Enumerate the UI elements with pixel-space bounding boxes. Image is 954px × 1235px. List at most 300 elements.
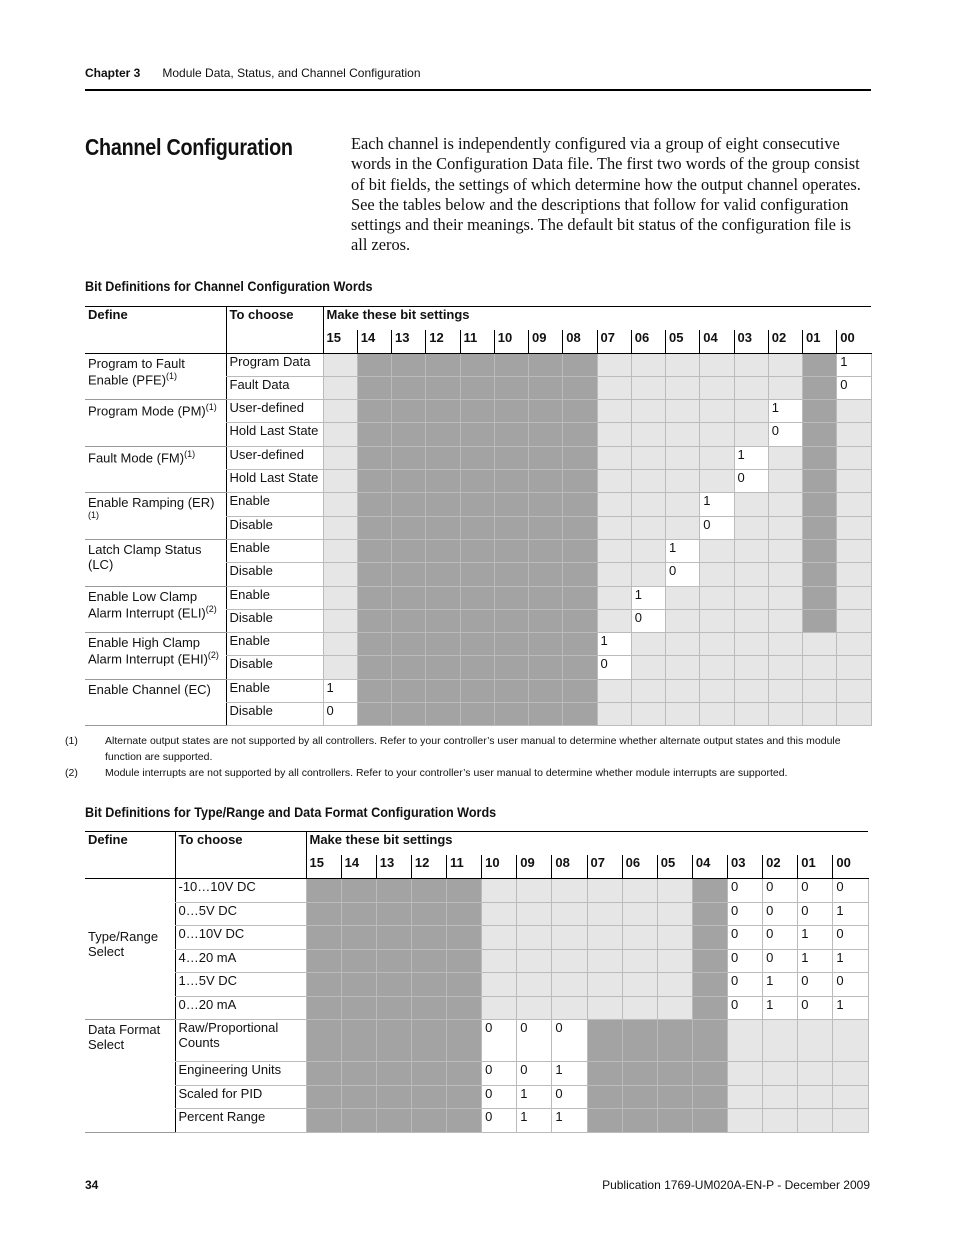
- bit-cell: 1: [798, 926, 833, 950]
- column-header-bits: Make these bit settings: [306, 832, 868, 856]
- table-row: [85, 493, 871, 516]
- bit-cell: [833, 1085, 868, 1109]
- bit-cell: [700, 703, 734, 726]
- bit-header: 12: [426, 330, 460, 353]
- define-cell: [85, 679, 226, 726]
- bit-cell: [411, 996, 446, 1020]
- bit-cell: [552, 879, 587, 903]
- bit-header: 04: [700, 330, 734, 353]
- bit-cell: [376, 973, 411, 997]
- bit-cell: [622, 902, 657, 926]
- bit-cell: [392, 563, 426, 586]
- bit-cell: [357, 423, 391, 446]
- bit-header: 12: [411, 855, 446, 879]
- bit-cell: [763, 1020, 798, 1062]
- bit-cell: [597, 376, 631, 399]
- bit-cell: [494, 656, 528, 679]
- bit-cell: [529, 633, 563, 656]
- bit-cell: [494, 703, 528, 726]
- bit-cell: 0: [482, 1085, 517, 1109]
- table-row: [85, 1020, 868, 1062]
- bit-cell: [666, 633, 700, 656]
- bit-cell: [494, 376, 528, 399]
- bit-cell: [426, 633, 460, 656]
- bit-header: 08: [563, 330, 597, 353]
- bit-cell: [411, 1020, 446, 1062]
- bit-cell: [357, 539, 391, 562]
- bit-cell: [392, 516, 426, 539]
- bit-cell: [803, 679, 837, 702]
- bit-cell: [597, 446, 631, 469]
- bit-cell: [803, 446, 837, 469]
- bit-cell: [833, 1062, 868, 1086]
- bit-cell: [376, 1062, 411, 1086]
- bit-cell: [803, 493, 837, 516]
- bit-cell: [734, 609, 768, 632]
- bit-cell: [460, 353, 494, 376]
- bit-header: 04: [692, 855, 727, 879]
- bit-cell: 0: [798, 973, 833, 997]
- bit-cell: [323, 586, 357, 609]
- bit-cell: [803, 656, 837, 679]
- bit-cell: [666, 679, 700, 702]
- bit-cell: [392, 423, 426, 446]
- bit-header: 01: [803, 330, 837, 353]
- table-row: [85, 446, 871, 469]
- bit-cell: [392, 539, 426, 562]
- bit-cell: [728, 1085, 763, 1109]
- bit-cell: 0: [482, 1109, 517, 1133]
- bit-cell: [494, 633, 528, 656]
- bit-cell: 0: [833, 973, 868, 997]
- footnote-ref: (2): [207, 650, 219, 661]
- bit-cell: 0: [482, 1020, 517, 1062]
- bit-cell: [306, 902, 341, 926]
- bit-cell: [482, 949, 517, 973]
- bit-cell: 0: [728, 926, 763, 950]
- bit-cell: 1: [323, 679, 357, 702]
- bit-cell: [460, 539, 494, 562]
- bit-cell: [803, 703, 837, 726]
- bit-cell: [597, 679, 631, 702]
- define-label: Program Mode (PM): [88, 403, 206, 419]
- bit-cell: [734, 586, 768, 609]
- bit-cell: [692, 996, 727, 1020]
- bit-cell: [460, 586, 494, 609]
- bit-cell: 1: [700, 493, 734, 516]
- bit-cell: [494, 563, 528, 586]
- bit-cell: 0: [763, 902, 798, 926]
- bit-cell: [447, 902, 482, 926]
- bit-cell: [597, 539, 631, 562]
- bit-cell: [666, 353, 700, 376]
- bit-cell: [529, 423, 563, 446]
- bit-cell: [631, 400, 665, 423]
- bit-cell: 0: [323, 703, 357, 726]
- bit-header: 14: [357, 330, 391, 353]
- choose-cell: 0…5V DC: [175, 902, 306, 926]
- bit-cell: [837, 446, 871, 469]
- define-cell: [85, 633, 226, 680]
- bit-cell: 1: [837, 353, 871, 376]
- bit-cell: [392, 656, 426, 679]
- bit-cell: [803, 516, 837, 539]
- bit-cell: [323, 446, 357, 469]
- choose-cell: Engineering Units: [175, 1062, 306, 1086]
- bit-cell: [734, 516, 768, 539]
- define-label: Type/Range Select: [88, 929, 159, 959]
- bit-cell: [392, 586, 426, 609]
- bit-cell: [392, 446, 426, 469]
- bit-cell: 0: [734, 470, 768, 493]
- bit-cell: [763, 1109, 798, 1133]
- bit-cell: [529, 656, 563, 679]
- bit-cell: [700, 423, 734, 446]
- page-number: 34: [85, 1178, 99, 1192]
- bit-cell: [587, 879, 622, 903]
- bit-cell: [357, 400, 391, 423]
- bit-cell: [798, 1085, 833, 1109]
- choose-cell: Disable: [226, 656, 323, 679]
- bit-cell: [666, 703, 700, 726]
- bit-cell: [552, 996, 587, 1020]
- bit-cell: 1: [517, 1085, 552, 1109]
- bit-cell: [426, 446, 460, 469]
- bit-cell: [460, 563, 494, 586]
- bit-cell: [494, 470, 528, 493]
- choose-cell: Hold Last State: [226, 423, 323, 446]
- bit-cell: [563, 656, 597, 679]
- bit-cell: [837, 656, 871, 679]
- bit-cell: [563, 563, 597, 586]
- bit-cell: [837, 539, 871, 562]
- bit-cell: [460, 400, 494, 423]
- bit-cell: [631, 493, 665, 516]
- bit-cell: [494, 446, 528, 469]
- bit-header: 05: [666, 330, 700, 353]
- bit-cell: [460, 376, 494, 399]
- bit-cell: [631, 703, 665, 726]
- bit-cell: 0: [552, 1020, 587, 1062]
- bit-cell: [460, 516, 494, 539]
- choose-cell: Program Data: [226, 353, 323, 376]
- bit-cell: [426, 516, 460, 539]
- table-row: [85, 879, 868, 903]
- bit-cell: [798, 1020, 833, 1062]
- bit-cell: [323, 563, 357, 586]
- bit-cell: [803, 423, 837, 446]
- bit-cell: [631, 679, 665, 702]
- bit-cell: [357, 563, 391, 586]
- define-label: Enable Ramping (ER): [88, 495, 215, 511]
- bit-cell: 1: [666, 539, 700, 562]
- bit-cell: [803, 400, 837, 423]
- bit-cell: [552, 973, 587, 997]
- bit-cell: [563, 516, 597, 539]
- bit-cell: [376, 1109, 411, 1133]
- bit-cell: [323, 353, 357, 376]
- bit-cell: [597, 703, 631, 726]
- bit-cell: [563, 586, 597, 609]
- bit-cell: [529, 609, 563, 632]
- table2-title: Bit Definitions for Type/Range and Data Format Configuration Words: [85, 804, 497, 820]
- bit-cell: [563, 633, 597, 656]
- table-row: [85, 539, 871, 562]
- bit-cell: [341, 926, 376, 950]
- bit-cell: 0: [798, 879, 833, 903]
- bit-cell: [803, 586, 837, 609]
- bit-cell: [597, 516, 631, 539]
- table-row: [85, 973, 868, 997]
- bit-header: 15: [306, 855, 341, 879]
- bit-cell: [837, 516, 871, 539]
- bit-cell: [529, 493, 563, 516]
- bit-cell: [529, 376, 563, 399]
- bit-cell: [700, 656, 734, 679]
- choose-cell: Disable: [226, 516, 323, 539]
- bit-cell: [563, 609, 597, 632]
- bit-cell: [666, 516, 700, 539]
- bit-cell: [529, 400, 563, 423]
- table-row: [85, 353, 871, 376]
- table-row: [85, 633, 871, 656]
- bit-cell: [392, 470, 426, 493]
- bit-cell: [341, 949, 376, 973]
- bit-cell: [597, 586, 631, 609]
- bit-cell: [447, 1085, 482, 1109]
- bit-cell: [803, 539, 837, 562]
- choose-cell: 1…5V DC: [175, 973, 306, 997]
- bit-cell: [357, 609, 391, 632]
- bit-cell: [447, 1109, 482, 1133]
- bit-cell: [411, 949, 446, 973]
- bit-cell: [622, 879, 657, 903]
- choose-cell: User-defined: [226, 446, 323, 469]
- bit-cell: [341, 973, 376, 997]
- bit-cell: [622, 1020, 657, 1062]
- bit-cell: [734, 376, 768, 399]
- bit-cell: [700, 609, 734, 632]
- bit-cell: [482, 996, 517, 1020]
- bit-cell: [376, 879, 411, 903]
- column-header-bits: Make these bit settings: [323, 307, 871, 330]
- bit-cell: [411, 1085, 446, 1109]
- bit-cell: [426, 470, 460, 493]
- bit-cell: [357, 586, 391, 609]
- bit-cell: [306, 1085, 341, 1109]
- bit-cell: [666, 656, 700, 679]
- bit-cell: [734, 539, 768, 562]
- define-cell: [85, 400, 226, 447]
- footnote: [65, 733, 871, 765]
- define-label: Data Format Select: [88, 1022, 161, 1052]
- bit-header: 09: [517, 855, 552, 879]
- bit-cell: [447, 973, 482, 997]
- bit-cell: [357, 516, 391, 539]
- bit-cell: 0: [763, 879, 798, 903]
- choose-cell: 4…20 mA: [175, 949, 306, 973]
- bit-cell: [426, 493, 460, 516]
- bit-cell: [447, 926, 482, 950]
- choose-cell: Enable: [226, 633, 323, 656]
- choose-cell: Disable: [226, 703, 323, 726]
- bit-cell: 0: [597, 656, 631, 679]
- column-header-choose: To choose: [175, 832, 306, 879]
- bit-cell: [631, 446, 665, 469]
- bit-cell: 1: [552, 1109, 587, 1133]
- bit-cell: [692, 879, 727, 903]
- bit-cell: [734, 679, 768, 702]
- bit-header: 13: [392, 330, 426, 353]
- bit-cell: [734, 656, 768, 679]
- bit-cell: [426, 539, 460, 562]
- channel-config-table: [85, 306, 872, 726]
- bit-cell: [341, 1020, 376, 1062]
- bit-cell: [517, 879, 552, 903]
- bit-cell: [700, 586, 734, 609]
- bit-cell: [552, 949, 587, 973]
- bit-header: 11: [460, 330, 494, 353]
- bit-cell: [587, 1020, 622, 1062]
- choose-cell: Raw/Proportional Counts: [175, 1020, 306, 1062]
- choose-cell: Fault Data: [226, 376, 323, 399]
- bit-cell: [622, 949, 657, 973]
- bit-cell: [357, 633, 391, 656]
- chapter-label: Chapter 3: [85, 66, 141, 80]
- define-label: Fault Mode (FM): [88, 450, 185, 466]
- bit-cell: [768, 376, 802, 399]
- bit-cell: [803, 609, 837, 632]
- bit-cell: [666, 376, 700, 399]
- bit-cell: [447, 879, 482, 903]
- bit-cell: [587, 1085, 622, 1109]
- bit-cell: [833, 1020, 868, 1062]
- define-cell: [85, 446, 226, 493]
- table-row: [85, 679, 871, 702]
- bit-cell: [376, 1020, 411, 1062]
- bit-cell: [392, 376, 426, 399]
- bit-cell: 0: [798, 902, 833, 926]
- footnote-ref: (1): [166, 370, 178, 381]
- bit-cell: [376, 1085, 411, 1109]
- bit-cell: [692, 973, 727, 997]
- bit-cell: [411, 1109, 446, 1133]
- bit-cell: [460, 679, 494, 702]
- bit-cell: [631, 376, 665, 399]
- bit-cell: [657, 1085, 692, 1109]
- bit-cell: [734, 493, 768, 516]
- choose-cell: Disable: [226, 609, 323, 632]
- bit-cell: 1: [798, 949, 833, 973]
- bit-cell: [798, 1109, 833, 1133]
- bit-header: 15: [323, 330, 357, 353]
- bit-header: 03: [734, 330, 768, 353]
- table-row: [85, 902, 868, 926]
- bit-cell: 1: [597, 633, 631, 656]
- bit-cell: [837, 470, 871, 493]
- bit-cell: [357, 679, 391, 702]
- bit-cell: [768, 493, 802, 516]
- bit-cell: [837, 563, 871, 586]
- bit-cell: [700, 400, 734, 423]
- bit-cell: [563, 423, 597, 446]
- bit-cell: [460, 633, 494, 656]
- bit-cell: [323, 423, 357, 446]
- bit-cell: [692, 1062, 727, 1086]
- bit-cell: 0: [728, 996, 763, 1020]
- bit-header: 09: [529, 330, 563, 353]
- define-label: Enable High Clamp Alarm Interrupt (EHI): [88, 635, 208, 667]
- bit-header: 00: [833, 855, 868, 879]
- bit-cell: [323, 470, 357, 493]
- bit-cell: [357, 470, 391, 493]
- bit-cell: [494, 679, 528, 702]
- bit-cell: [587, 926, 622, 950]
- bit-cell: 0: [552, 1085, 587, 1109]
- choose-cell: Enable: [226, 586, 323, 609]
- bit-cell: [426, 353, 460, 376]
- bit-cell: [376, 949, 411, 973]
- bit-cell: [447, 996, 482, 1020]
- bit-cell: 0: [768, 423, 802, 446]
- bit-cell: [700, 446, 734, 469]
- bit-cell: [563, 353, 597, 376]
- bit-cell: [411, 973, 446, 997]
- bit-cell: [306, 1109, 341, 1133]
- bit-cell: [341, 1062, 376, 1086]
- bit-cell: [768, 703, 802, 726]
- bit-header: 03: [728, 855, 763, 879]
- bit-cell: [392, 609, 426, 632]
- bit-cell: 0: [728, 902, 763, 926]
- bit-cell: [837, 609, 871, 632]
- bit-cell: [517, 996, 552, 1020]
- bit-cell: [692, 902, 727, 926]
- bit-cell: [323, 633, 357, 656]
- bit-cell: [768, 586, 802, 609]
- footnote-text: Alternate output states are not supported by all controllers. Refer to your controller’s user manual to determine whether alternate output states and this module function are supported.: [105, 735, 841, 763]
- choose-cell: Enable: [226, 493, 323, 516]
- bit-cell: [700, 353, 734, 376]
- bit-cell: [728, 1109, 763, 1133]
- bit-cell: [426, 423, 460, 446]
- bit-header: 05: [657, 855, 692, 879]
- bit-cell: [494, 423, 528, 446]
- bit-cell: [622, 1062, 657, 1086]
- bit-cell: [768, 353, 802, 376]
- bit-cell: [494, 493, 528, 516]
- bit-cell: [587, 902, 622, 926]
- bit-cell: [803, 633, 837, 656]
- bit-cell: [392, 679, 426, 702]
- bit-cell: [692, 949, 727, 973]
- bit-cell: [768, 679, 802, 702]
- bit-cell: [837, 586, 871, 609]
- bit-cell: [494, 586, 528, 609]
- bit-cell: [692, 1109, 727, 1133]
- bit-header: 00: [837, 330, 871, 353]
- publication-info: Publication 1769-UM020A-EN-P - December 2009: [602, 1178, 870, 1192]
- bit-cell: 0: [837, 376, 871, 399]
- footnote-ref: (1): [205, 402, 217, 413]
- bit-cell: [666, 470, 700, 493]
- bit-cell: [837, 423, 871, 446]
- bit-cell: [517, 926, 552, 950]
- define-label: Latch Clamp Status (LC): [88, 541, 202, 572]
- bit-cell: [597, 609, 631, 632]
- bit-cell: [306, 926, 341, 950]
- bit-cell: [768, 446, 802, 469]
